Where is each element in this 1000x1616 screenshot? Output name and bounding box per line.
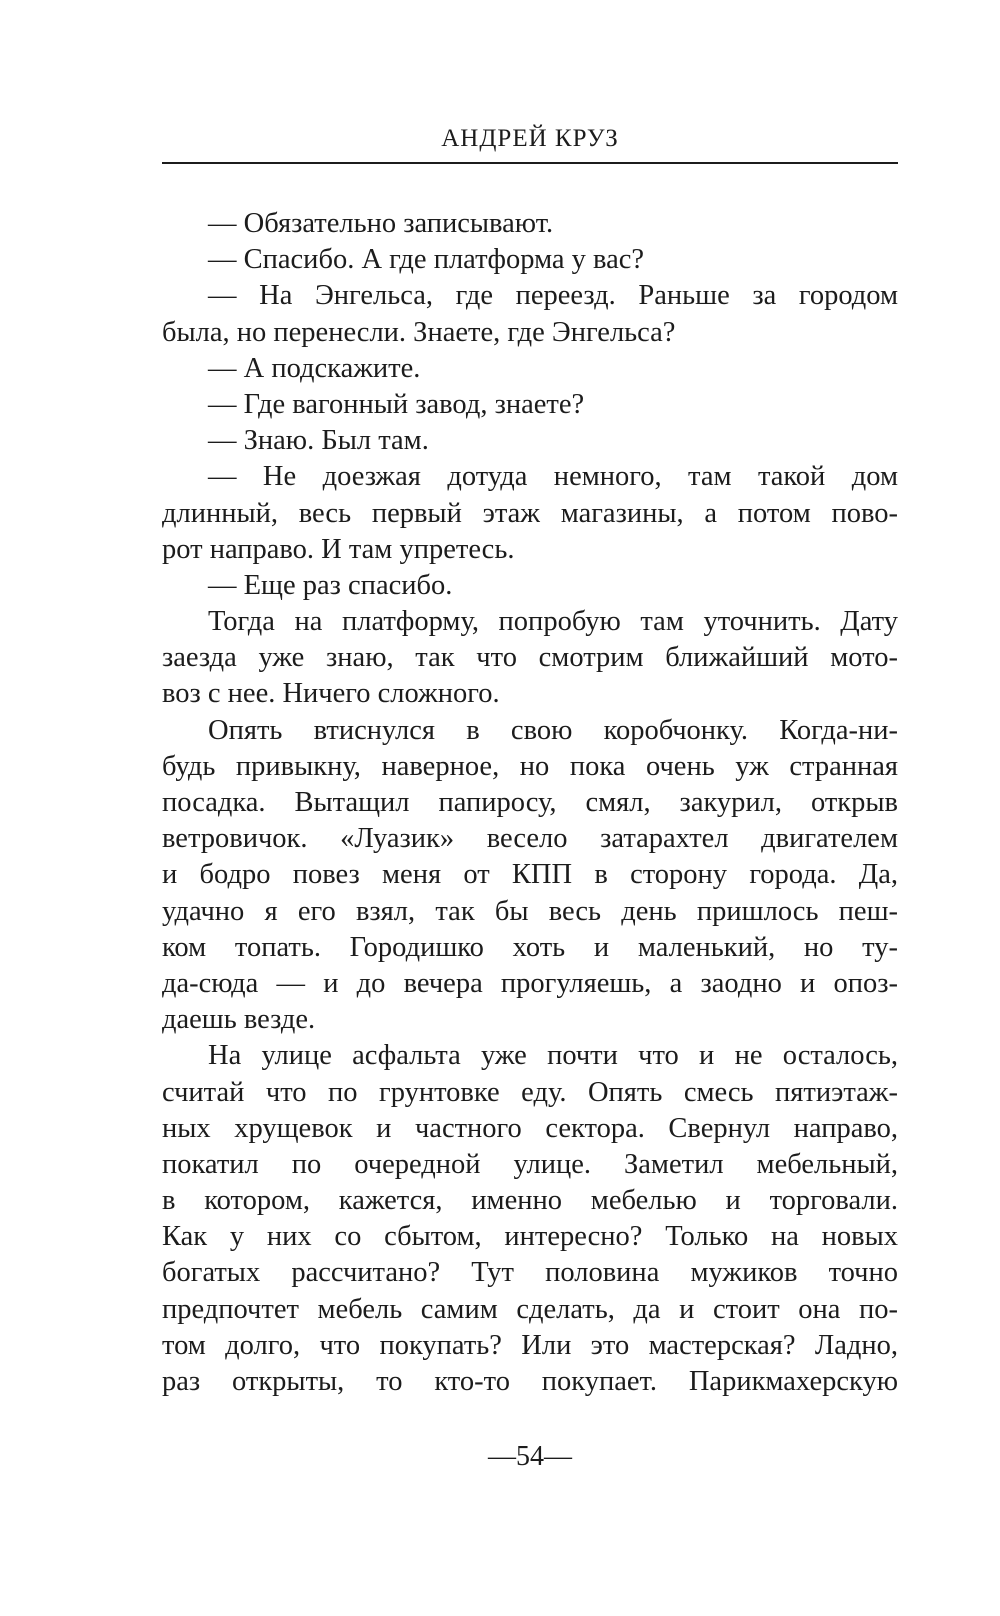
text-line: — Не доезжая дотуда немного, там такой дом <box>208 461 898 493</box>
text-line: На улице асфальта уже почти что и не осталось, <box>208 1040 898 1072</box>
text-line: — Где вагонный завод, знаете? <box>208 388 585 420</box>
text-line: была, но перенесли. Знаете, где Энгельса? <box>162 316 676 348</box>
text-line: — Знаю. Был там. <box>208 425 429 457</box>
text-line: даешь везде. <box>162 1004 316 1036</box>
text-line: раз открыты, то кто-то покупает. Парикмахерскую <box>162 1366 898 1397</box>
text-line: рот направо. И там упретесь. <box>162 533 515 565</box>
text-line: — А подскажите. <box>208 352 421 384</box>
text-line: — Спасибо. А где платформа у вас? <box>208 244 645 276</box>
text-line: длинный, весь первый этаж магазины, а потом пово- <box>162 497 898 529</box>
text-line: покатил по очередной улице. Заметил мебельный, <box>162 1148 898 1180</box>
text-line: предпочтет мебель самим сделать, да и стоит она по- <box>162 1293 898 1325</box>
text-line: да-сюда — и до вечера прогуляешь, а заодно и опоз- <box>162 967 898 999</box>
text-line: будь привыкну, наверное, но пока очень уж странная <box>162 750 898 782</box>
text-line: считай что по грунтовке еду. Опять смесь пятиэтаж- <box>162 1076 898 1108</box>
text-line: богатых рассчитано? Тут половина мужиков точно <box>162 1257 898 1289</box>
page-number: —54— <box>488 1441 572 1472</box>
header-rule <box>162 162 898 164</box>
text-line: Опять втиснулся в свою коробчонку. Когда-ни- <box>208 714 898 746</box>
text-line: посадка. Вытащил папиросу, смял, закурил, открыв <box>162 787 898 818</box>
text-line: Тогда на платформу, попробую там уточнить. Дату <box>208 606 898 638</box>
text-line: ветровичок. «Луазик» весело затарахтел двигателем <box>162 823 898 855</box>
body-text <box>162 206 898 1400</box>
text-line: воз с нее. Ничего сложного. <box>162 678 500 710</box>
text-line: ком топать. Городишко хоть и маленький, но ту- <box>162 931 898 963</box>
text-line: — Еще раз спасибо. <box>208 569 453 601</box>
text-line: — Обязательно записывают. <box>208 208 554 239</box>
text-line: удачно я его взял, так бы весь день пришлось пеш- <box>162 895 898 927</box>
text-line: ных хрущевок и частного сектора. Свернул направо, <box>162 1112 898 1144</box>
text-line: в котором, кажется, именно мебелью и торговали. <box>162 1185 898 1217</box>
text-line: — На Энгельса, где переезд. Раньше за городом <box>208 280 898 312</box>
text-line: заезда уже знаю, так что смотрим ближайший мото- <box>162 642 898 674</box>
running-head-author: АНДРЕЙ КРУЗ <box>441 125 619 152</box>
text-line: том долго, что покупать? Или это мастерская? Ладно, <box>162 1329 898 1361</box>
text-line: и бодро повез меня от КПП в сторону города. Да, <box>162 859 898 891</box>
text-line: Как у них со сбытом, интересно? Только на новых <box>162 1221 898 1253</box>
